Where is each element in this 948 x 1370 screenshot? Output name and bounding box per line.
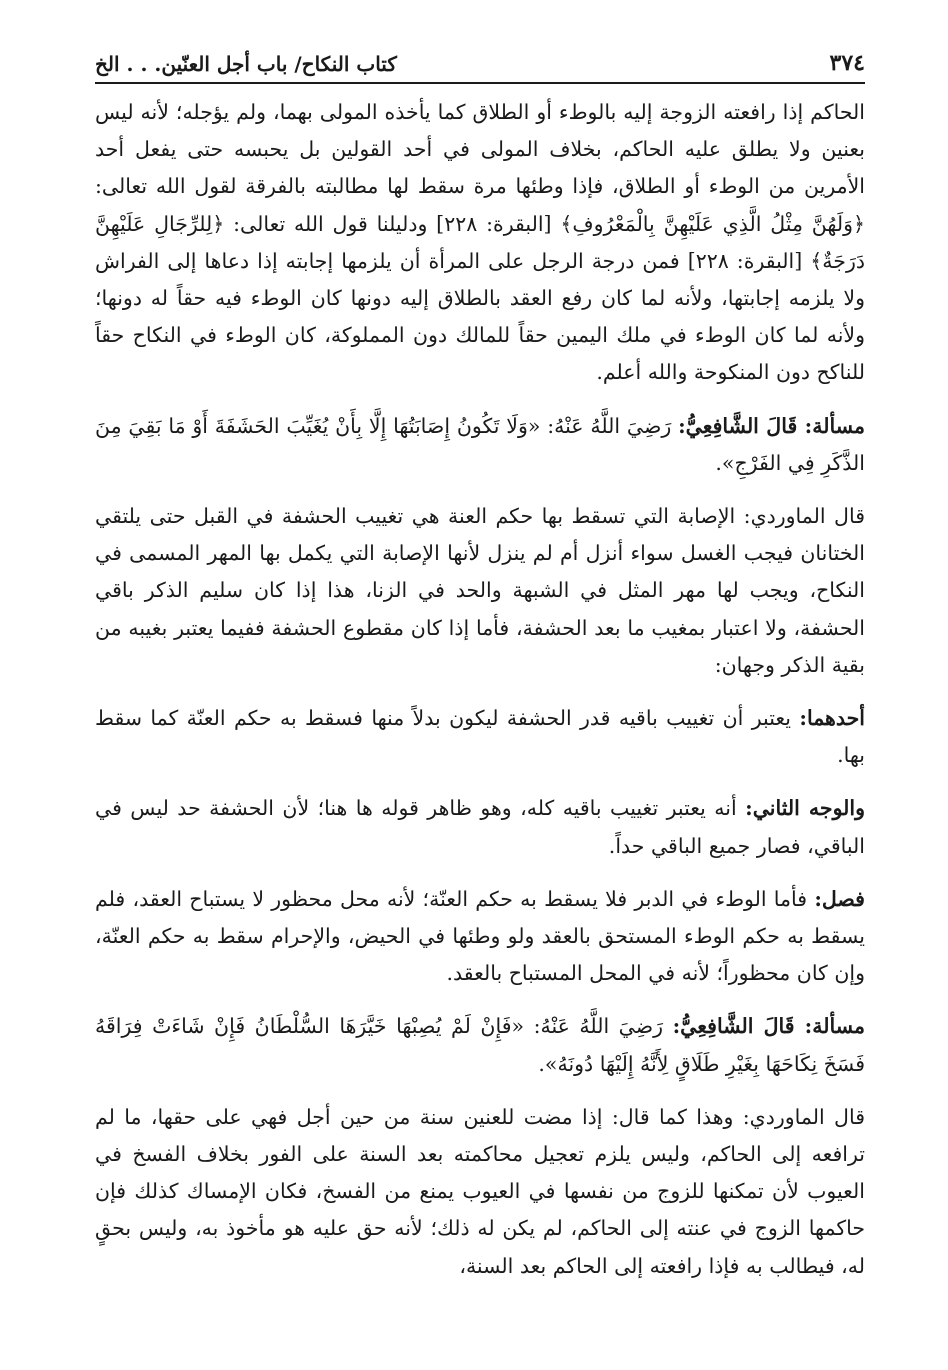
masala-quote: رَضِيَ اللَّهُ عَنْهُ: «فَإِنْ لَمْ يُصِبْهَا خَيَّرَهَا السُّلْطَانُ فَإِنْ شَاءَتْ فِرَاقَهُ فَسَخَ نِكَاحَهَا بِغَيْرِ طَلَاقٍ لِأَنَّهُ إِلَيْهَا دُونَهُ». <box>95 1014 865 1076</box>
spacer <box>95 392 865 408</box>
spacer <box>95 482 865 498</box>
first-view-body: يعتبر أن تغييب باقيه قدر الحشفة ليكون بدلاً منها فسقط به حكم العنّة كما سقط بها. <box>95 706 865 768</box>
page-number: ٣٧٤ <box>829 50 865 76</box>
running-title: كتاب النكاح/ باب أجل العنّين. . . الخ <box>95 52 397 76</box>
book-page <box>95 50 865 1285</box>
second-view-lead: والوجه الثاني: <box>745 796 865 821</box>
spacer <box>95 684 865 700</box>
masala-lead: مسألة: قَالَ الشَّافِعِيُّ: <box>678 413 865 438</box>
spacer <box>95 774 865 790</box>
paragraph-mawardi-1: قال الماوردي: الإصابة التي تسقط بها حكم العنة هي تغييب الحشفة في القبل حتى يلتقي الختانان فيجب الغسل سواء أنزل أم لم ينزل لأنها الإصابة التي يكمل بها المهر المسمى في النكاح، ويجب لها مهر المثل في الشبهة والحد في الزنا، هذا إذا كان سليم الذكر باقي الحشفة، ولا اعتبار بمغيب ما بعد الحشفة، فأما إذا كان مقطوع الحشفة ففيما يعتبر بغيبه من بقية الذكر وجهان: <box>95 504 865 677</box>
fasl-lead: فصل: <box>814 886 865 911</box>
fasl-section <box>95 881 865 993</box>
spacer <box>95 865 865 881</box>
paragraph-ruling: الحاكم إذا رافعته الزوجة إليه بالوطء أو الطلاق كما يأخذه المولى بهما، ولم يؤجله؛ لأنه ليس بعنين ولا يطلق عليه الحاكم، بخلاف المولى في أحد القولين بل يحبسه حتى يفعل أحد الأمرين من الوطء أو الطلاق، فإذا وطئها مرة سقط لها مطالبته بالفرقة لقول الله تعالى: ﴿وَلَهُنَّ مِثْلُ الَّذِي عَلَيْهِنَّ بِالْمَعْرُوفِ﴾ [البقرة: ٢٢٨] ودليلنا قول الله تعالى: ﴿لِلرِّجَالِ عَلَيْهِنَّ دَرَجَةٌ﴾ [البقرة: ٢٢٨] فمن درجة الرجل على المرأة أن يلزمها إجابته إذا دعاها إلى الفراش ولا يلزمه إجابتها، ولأنه لما كان رفع العقد بالطلاق إليه دونها كان الوطء فيه حقاً له دونها؛ ولأنه لما كان الوطء في ملك اليمين حقاً للمالك دون المملوكة، كان الوطء في النكاح حقاً للناكح دون المنكوحة والله أعلم. <box>95 100 865 385</box>
second-view-body: أنه يعتبر تغييب باقيه كله، وهو ظاهر قوله ها هنا؛ لأن الحشفة حد ليس في الباقي، فصار جميع الباقي حداً. <box>95 796 865 858</box>
first-view-lead: أحدهما: <box>799 706 865 731</box>
spacer <box>95 992 865 1008</box>
second-view <box>95 790 865 864</box>
page-header <box>95 50 865 84</box>
masala-shafii-1 <box>95 408 865 482</box>
fasl-body: فأما الوطء في الدبر فلا يسقط به حكم العنّة؛ لأنه محل محظور لا يستباح العقد، فلم يسقط به حكم الوطء المستحق بالعقد ولو وطئها في الحيض، والإحرام سقط به حكم العنّة، وإن كان محظوراً؛ لأنه في المحل المستباح بالعقد. <box>95 886 865 986</box>
masala-quote: رَضِيَ اللَّهُ عَنْهُ: «وَلَا تَكُونُ إِصَابَتُهَا إِلَّا بِأَنْ يُغَيِّبَ الحَشَفَةَ أَوْ مَا بَقِيَ مِنَ الذَّكَرِ فِي الفَرْجِ». <box>95 413 865 475</box>
first-view <box>95 700 865 774</box>
spacer <box>95 1083 865 1099</box>
masala-lead: مسألة: قَالَ الشَّافِعِيُّ: <box>672 1014 865 1039</box>
masala-shafii-2 <box>95 1008 865 1082</box>
paragraph-mawardi-2: قال الماوردي: وهذا كما قال: إذا مضت للعنين سنة من حين أجل فهي على حقها، ما لم ترافعه إلى الحاكم، وليس يلزم تعجيل محاكمته بعد السنة على الفور بخلاف الفسخ في العيوب لأن تمكنها للزوج من نفسها في العيوب يمنع من الفسخ، فكان الإمساك كذلك فإن حاكمها الزوج في عنته إلى الحاكم، لم يكن له ذلك؛ لأنه حق عليه هو مأخوذ به، وليس بحقٍ له، فيطالب به فإذا رافعته إلى الحاكم بعد السنة، <box>95 1104 865 1278</box>
